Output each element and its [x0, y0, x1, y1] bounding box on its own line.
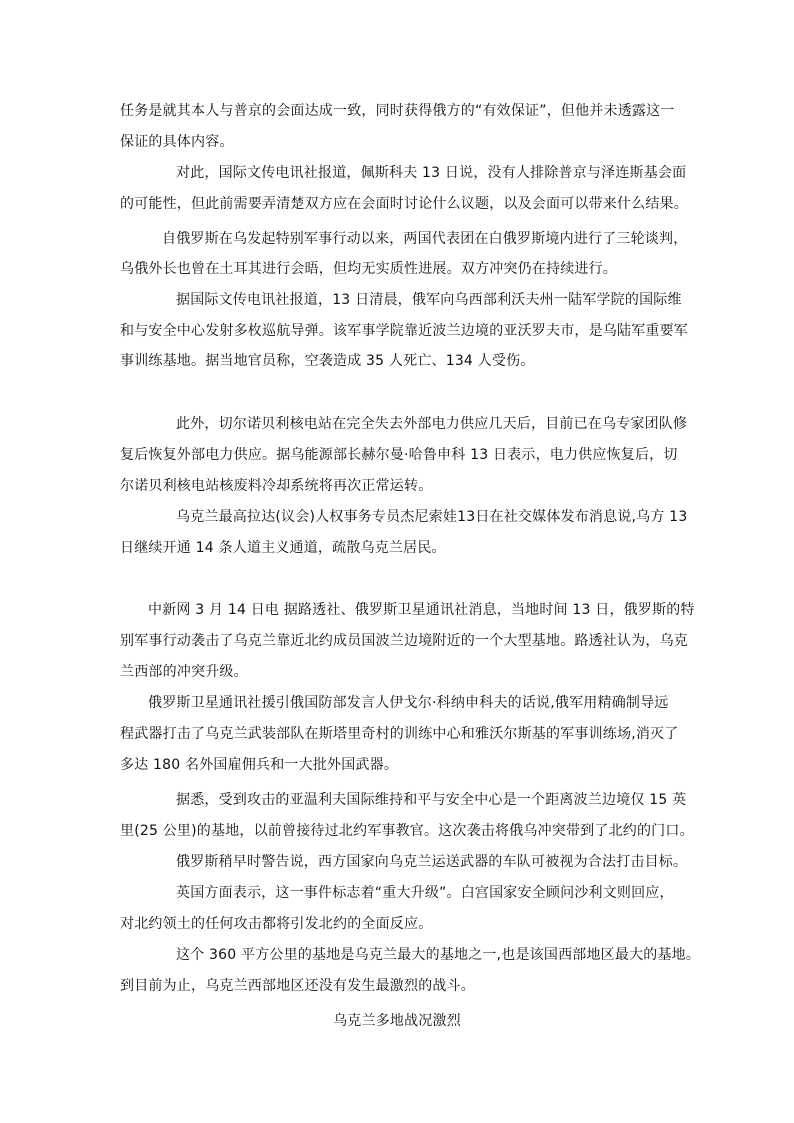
text-line: 俄罗斯稍早时警告说，西方国家向乌克兰运送武器的车队可被视为合法打击目标。	[176, 854, 688, 870]
text-line: 乌俄外长也曾在土耳其进行会晤，但均无实质性进展。双方冲突仍在持续进行。	[120, 261, 617, 277]
image-caption: 乌克兰多地战况激烈	[333, 1013, 461, 1029]
text-line: 自俄罗斯在乌发起特别军事行动以来，两国代表团在白俄罗斯境内进行了三轮谈判，	[162, 231, 688, 247]
text-line: 和与安全中心发射多枚巡航导弹。该军事学院靠近波兰边境的亚沃罗夫市，是乌陆军重要军	[120, 323, 688, 339]
text-line: 复后恢复外部电力供应。据乌能源部长赫尔曼·哈鲁申科 13 日表示，电力供应恢复后，切	[120, 447, 678, 463]
text-line: 的可能性，但此前需要弄清楚双方应在会面时讨论什么议题，以及会面可以带来什么结果。	[120, 196, 688, 212]
text-line: 此外，切尔诺贝利核电站在完全失去外部电力供应几天后，目前已在乌专家团队修	[176, 416, 688, 432]
text-line: 这个 360 平方公里的基地是乌克兰最大的基地之一,也是该国西部地区最大的基地。	[176, 947, 701, 963]
text-line: 据悉，受到攻击的亚温利夫国际维持和平与安全中心是一个距离波兰边境仅 15 英	[176, 792, 687, 808]
text-line: 英国方面表示，这一事件标志着“重大升级”。白宫国家安全顾问沙利文则回应，	[176, 885, 674, 901]
text-line: 别军事行动袭击了乌克兰靠近北约成员国波兰边境附近的一个大型基地。路透社认为，乌克	[120, 633, 688, 649]
text-line: 对北约领土的任何攻击都将引发北约的全面反应。	[120, 916, 433, 932]
text-line: 日继续开通 14 条人道主义通道，疏散乌克兰居民。	[120, 540, 446, 556]
text-line: 任务是就其本人与普京的会面达成一致，同时获得俄方的“有效保证”，但他并未透露这一	[120, 103, 675, 119]
text-line: 程武器打击了乌克兰武装部队在斯塔里奇村的训练中心和雅沃尔斯基的军事训练场,消灭了	[120, 726, 679, 742]
text-line: 多达 180 名外国雇佣兵和一大批外国武器。	[120, 757, 399, 773]
text-line: 据国际文传电讯社报道，13 日清晨，俄军向乌西部利沃夫州一陆军学院的国际维	[176, 292, 682, 308]
text-line: 乌克兰最高拉达(议会)人权事务专员杰尼索娃13日在社交媒体发布消息说,乌方 13	[176, 509, 688, 525]
text-line: 对此，国际文传电讯社报道，佩斯科夫 13 日说，没有人排除普京与泽连斯基会面	[176, 165, 687, 181]
text-line: 保证的具体内容。	[120, 134, 234, 150]
text-line: 俄罗斯卫星通讯社援引俄国防部发言人伊戈尔·科纳申科夫的话说,俄军用精确制导远	[148, 695, 669, 711]
text-line: 到目前为止，乌克兰西部地区还没有发生最激烈的战斗。	[120, 978, 475, 994]
text-line: 兰西部的冲突升级。	[120, 664, 248, 680]
text-line: 里(25 公里)的基地，以前曾接待过北约军事教官。这次袭击将俄乌冲突带到了北约的门口。	[120, 823, 694, 839]
text-line: 尔诺贝利核电站核废料冷却系统将再次正常运转。	[120, 478, 433, 494]
text-line: 事训练基地。据当地官员称，空袭造成 35 人死亡、134 人受伤。	[120, 353, 535, 369]
text-line: 中新网 3 月 14 日电 据路透社、俄罗斯卫星通讯社消息，当地时间 13 日，俄罗斯的特	[148, 602, 695, 618]
